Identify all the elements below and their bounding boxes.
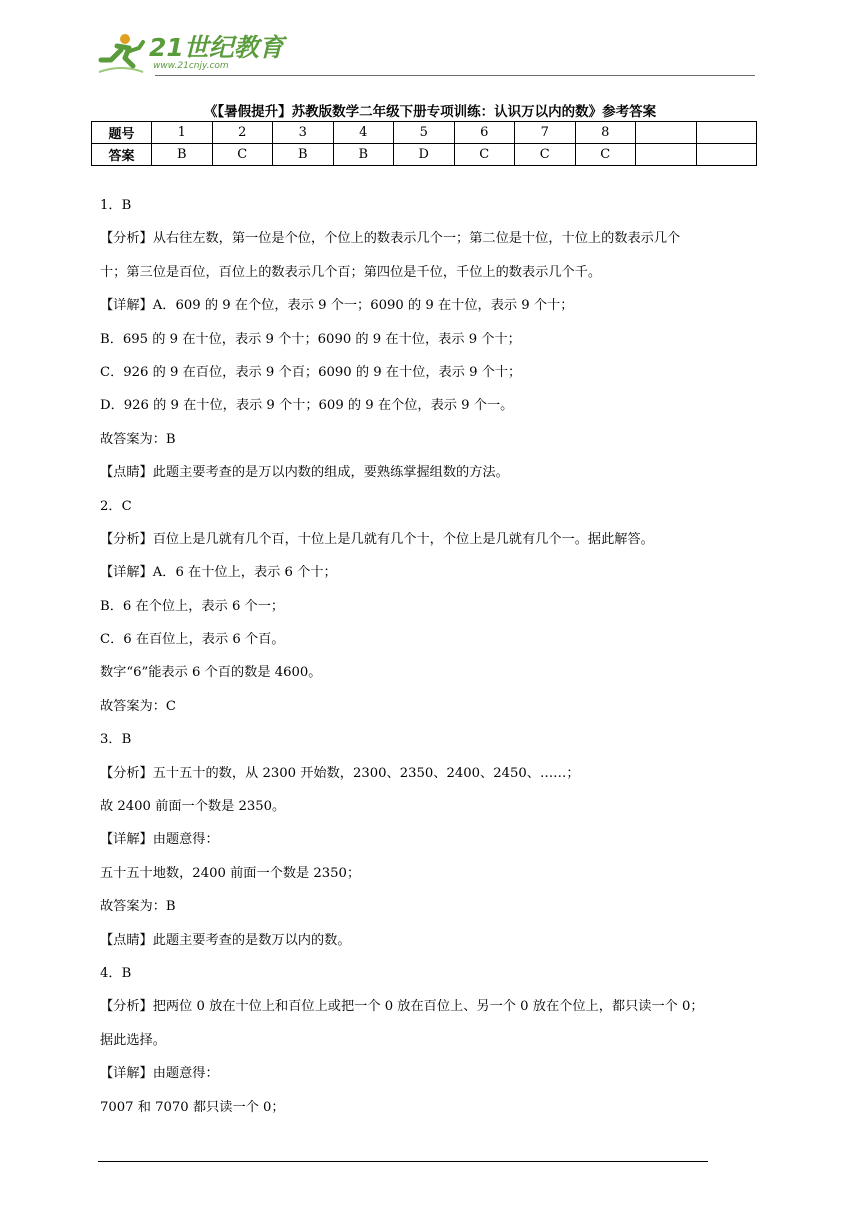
answer-cell	[696, 144, 757, 166]
answer-cell: B	[273, 144, 334, 166]
detail-line: 五十五十地数，2400 前面一个数是 2350；	[100, 865, 361, 881]
header-divider	[155, 75, 755, 76]
detail-line: B．6 在个位上，表示 6 个一；	[100, 598, 285, 614]
question-heading: 4．B	[100, 965, 132, 981]
question-number-cell: 5	[394, 122, 455, 144]
detail-line: B．695 的 9 在十位，表示 9 个十；6090 的 9 在十位，表示 9 个十；	[100, 331, 521, 347]
answer-cell: D	[394, 144, 455, 166]
detail-line: 【详解】A．609 的 9 在个位，表示 9 个一；6090 的 9 在十位，表示 9 个十；	[100, 298, 574, 314]
answer-cell: C	[575, 144, 636, 166]
logo-url: www.21cnjy.com	[153, 61, 229, 71]
detail-line: 【详解】由题意得：	[100, 832, 219, 848]
site-logo	[95, 30, 284, 76]
question-number-cell: 4	[333, 122, 394, 144]
key-point-line: 【点睛】此题主要考查的是万以内数的组成，要熟练掌握组数的方法。	[100, 465, 509, 481]
analysis-line: 【分析】把两位 0 放在十位上和百位上或把一个 0 放在百位上、另一个 0 放在个位上，都只读一个 0；	[100, 999, 704, 1015]
detail-line: 【详解】A．6 在十位上，表示 6 个十；	[100, 565, 337, 581]
question-number-cell: 3	[273, 122, 334, 144]
question-heading: 1．B	[100, 198, 132, 213]
row-header-answer: 答案	[92, 144, 152, 166]
answer-explanations	[100, 196, 765, 1131]
key-point-line: 【点睛】此题主要考查的是数万以内的数。	[100, 932, 351, 948]
question-number-cell: 2	[212, 122, 273, 144]
analysis-line: 据此选择。	[100, 1032, 166, 1048]
question-number-cell: 7	[515, 122, 576, 144]
detail-line: C．926 的 9 在百位，表示 9 个百；6090 的 9 在十位，表示 9 个十；	[100, 364, 522, 380]
detail-line: C．6 在百位上，表示 6 个百。	[100, 632, 285, 648]
analysis-line: 十；第三位是百位，百位上的数表示几个百；第四位是千位，千位上的数表示几个千。	[100, 264, 602, 280]
answer-cell: C	[212, 144, 273, 166]
answer-line: 故答案为：C	[100, 698, 177, 714]
answer-line: 故答案为：B	[100, 899, 176, 915]
answer-cell: C	[454, 144, 515, 166]
answer-row	[92, 144, 757, 166]
detail-line: 7007 和 7070 都只读一个 0；	[100, 1099, 285, 1115]
answer-cell: B	[152, 144, 213, 166]
footer-divider	[98, 1161, 708, 1162]
answer-table	[91, 121, 757, 166]
runner-logo-icon	[95, 30, 147, 76]
question-number-cell	[636, 122, 697, 144]
question-number-row	[92, 122, 757, 144]
analysis-line: 【分析】五十五十的数，从 2300 开始数，2300、2350、2400、2450、……；	[100, 765, 580, 781]
answer-cell: B	[333, 144, 394, 166]
question-heading: 3．B	[100, 732, 132, 748]
question-heading: 2．C	[100, 498, 132, 514]
analysis-line: 故 2400 前面一个数是 2350。	[100, 799, 286, 815]
row-header-question-number: 题号	[92, 122, 152, 144]
document-title: 《【暑假提升】苏教版数学二年级下册专项训练：认识万以内的数》参考答案	[203, 104, 657, 120]
page-header	[95, 30, 755, 78]
answer-cell: C	[515, 144, 576, 166]
answer-cell	[636, 144, 697, 166]
detail-line: 【详解】由题意得：	[100, 1066, 219, 1082]
analysis-line: 【分析】百位上是几就有几个百，十位上是几就有几个十，个位上是几就有几个一。据此解答。	[100, 531, 654, 547]
question-number-cell: 6	[454, 122, 515, 144]
question-number-cell: 1	[152, 122, 213, 144]
logo-wordmark: 21世纪教育	[149, 33, 284, 62]
analysis-line: 【分析】从右往左数，第一位是个位，个位上的数表示几个一；第二位是十位，十位上的数表示几个	[100, 231, 681, 247]
question-number-cell	[696, 122, 757, 144]
detail-line: 数字“6”能表示 6 个百的数是 4600。	[100, 665, 322, 681]
detail-line: D．926 的 9 在十位，表示 9 个十；609 的 9 在个位，表示 9 个一。	[100, 398, 514, 414]
answer-line: 故答案为：B	[100, 431, 176, 447]
question-number-cell: 8	[575, 122, 636, 144]
